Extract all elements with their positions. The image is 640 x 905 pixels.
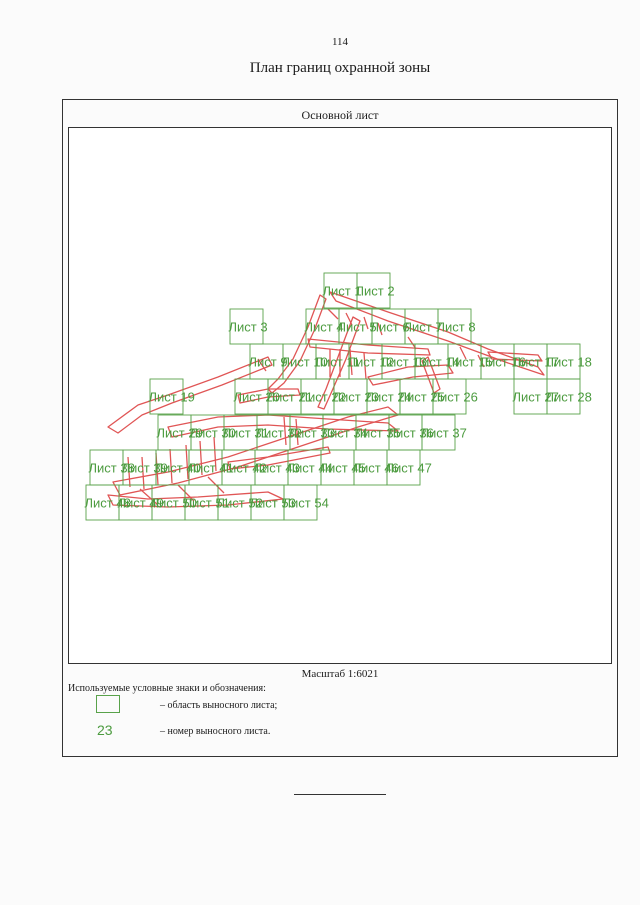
sheet-label: Лист 8 bbox=[436, 319, 476, 335]
sheet-label: Лист 51 bbox=[183, 495, 230, 511]
sheet-label: Лист 38 bbox=[88, 460, 135, 476]
protection-zone-map bbox=[68, 127, 612, 664]
legend-sheet-area-desc: – область выносного листа; bbox=[160, 700, 278, 711]
sheet-grid bbox=[85, 273, 592, 520]
sheet-label: Лист 4 bbox=[304, 319, 344, 335]
sheet-label: Лист 9 bbox=[248, 354, 288, 370]
sheet-label: Лист 25 bbox=[398, 389, 445, 405]
scale-label: Масштаб 1:6021 bbox=[301, 668, 379, 680]
sheet-label: Лист 26 bbox=[431, 389, 478, 405]
sheet-label: Лист 49 bbox=[117, 495, 164, 511]
sheet-label: Лист 41 bbox=[187, 460, 234, 476]
sheet-label: Лист 39 bbox=[121, 460, 168, 476]
sheet-label: Лист 30 bbox=[189, 425, 236, 441]
sheet-label: Лист 46 bbox=[352, 460, 399, 476]
sheet-label: Лист 1 bbox=[322, 283, 362, 299]
sheet-label: Лист 47 bbox=[385, 460, 432, 476]
legend-title: Используемые условные знаки и обозначения: bbox=[68, 683, 266, 694]
sheet-label: Лист 12 bbox=[347, 354, 394, 370]
page-number: 114 bbox=[331, 36, 349, 48]
sheet-label: Лист 48 bbox=[84, 495, 131, 511]
sheet-label: Лист 32 bbox=[255, 425, 302, 441]
sheet-label: Лист 24 bbox=[365, 389, 412, 405]
sheet-label: Лист 6 bbox=[370, 319, 410, 335]
sheet-label: Лист 31 bbox=[222, 425, 269, 441]
sheet-label: Лист 15 bbox=[446, 354, 493, 370]
sheet-label: Лист 45 bbox=[319, 460, 366, 476]
sheet-label: Лист 22 bbox=[299, 389, 346, 405]
sheet-label: Лист 44 bbox=[286, 460, 333, 476]
sheet-label: Лист 11 bbox=[314, 354, 360, 370]
sheet-label: Лист 54 bbox=[282, 495, 329, 511]
sheet-label: Лист 13 bbox=[380, 354, 427, 370]
page-title: План границ охранной зоны bbox=[249, 60, 431, 76]
bottom-rule bbox=[294, 794, 386, 795]
sheet-label: Лист 40 bbox=[154, 460, 201, 476]
sheet-label: Лист 7 bbox=[403, 319, 443, 335]
sheet-label: Лист 34 bbox=[321, 425, 368, 441]
sheet-label: Лист 52 bbox=[216, 495, 263, 511]
sheet-label: Лист 19 bbox=[148, 389, 195, 405]
sheet-label: Лист 50 bbox=[150, 495, 197, 511]
sheet-label: Лист 33 bbox=[288, 425, 335, 441]
sheet-label: Лист 16 bbox=[479, 354, 526, 370]
sheet-label: Лист 37 bbox=[420, 425, 467, 441]
sheet-label: Лист 27 bbox=[512, 389, 559, 405]
sheet-label: Лист 35 bbox=[354, 425, 401, 441]
sheet-label: Лист 42 bbox=[220, 460, 267, 476]
sheet-label: Лист 21 bbox=[266, 389, 313, 405]
sheet-label: Лист 36 bbox=[387, 425, 434, 441]
sheet-label: Лист 29 bbox=[156, 425, 203, 441]
sheet-label: Лист 23 bbox=[332, 389, 379, 405]
sheet-label: Лист 3 bbox=[228, 319, 268, 335]
legend-sheet-number-symbol: 23 bbox=[97, 722, 113, 738]
legend-sheet-area-symbol bbox=[96, 695, 120, 713]
legend-sheet-number-desc: – номер выносного листа. bbox=[160, 726, 271, 737]
sheet-label: Лист 14 bbox=[413, 354, 460, 370]
sheet-label: Лист 17 bbox=[512, 354, 559, 370]
sheet-label: Лист 20 bbox=[233, 389, 280, 405]
sheet-label: Лист 43 bbox=[253, 460, 300, 476]
panel-title: Основной лист bbox=[301, 108, 379, 122]
sheet-label: Лист 10 bbox=[281, 354, 328, 370]
sheet-label: Лист 28 bbox=[545, 389, 592, 405]
sheet-label: Лист 53 bbox=[249, 495, 296, 511]
sheet-label: Лист 5 bbox=[337, 319, 377, 335]
sheet-label: Лист 2 bbox=[355, 283, 395, 299]
sheet-label: Лист 18 bbox=[545, 354, 592, 370]
